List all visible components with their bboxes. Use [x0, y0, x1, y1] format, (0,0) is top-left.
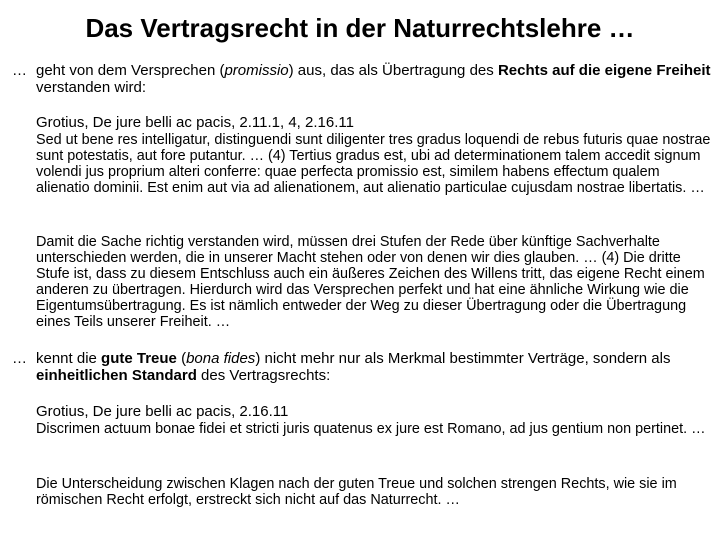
bold-rechts-freiheit: Rechts auf die eigene Freiheit	[497, 62, 711, 79]
quote-text: Discrimen actuum bonae fidei et stricti juris quatenus ex jure est Romano, ad jus gentium non pertinet. …	[36, 421, 706, 437]
bullet-marker: …	[12, 350, 27, 367]
bullet-gute-treue	[12, 350, 712, 384]
quote-text: Sed ut bene res intelligatur, distinguendi sunt diligenter tres gradus loquendi de rebus futuris quae nostrae sunt potestatis, aut fore putantur. … (4) Tertius gradus est, ubi ad determinationem talem accedit signum volendi jus proprium alteri conferre: quae perfecta promissio est, similem habens effectum qualem alienatio dominii. Est enim aut via ad alienationem, aut alienatio particulae cujusdam nostrae libertatis. …	[36, 132, 711, 196]
text-run: verstanden wird:	[36, 79, 147, 96]
quote-source: Grotius, De jure belli ac pacis, 2.11.1, 4, 2.16.11	[36, 114, 354, 131]
emphasis-promissio: promissio	[224, 62, 289, 79]
slide-title: Das Vertragsrecht in der Naturrechtslehre …	[85, 13, 635, 43]
text-run: kennt die	[36, 350, 102, 367]
quote-latin-1	[36, 114, 712, 196]
bold-einheitlicher-standard: einheitlichen Standard	[36, 367, 197, 384]
text-run: geht von dem Versprechen (	[36, 62, 225, 79]
translation-2: Die Unterscheidung zwischen Klagen nach der guten Treue und solchen strengen Rechts, wie sie im römischen Recht erfolgt, erstreckt sich nicht auf das Naturrecht. …	[36, 476, 677, 508]
bullet-promissio	[12, 62, 712, 96]
text-run: des Vertragsrechts:	[196, 367, 331, 384]
text-run: ) nicht mehr nur als Merkmal bestimmter Verträge, sondern als	[255, 350, 671, 367]
quote-source: Grotius, De jure belli ac pacis, 2.16.11	[36, 403, 289, 420]
translation-1: Damit die Sache richtig verstanden wird, müssen drei Stufen der Rede über künftige Sachverhalte unterschieden werden, die in unserer Macht stehen oder von denen wir dies glauben. … (4) Die dritte Stufe ist, dass zu diesem Entschluss auch ein äußeres Zeichen des Willens tritt, das eigene Recht einem anderen zu übertragen. Hierdurch wird das Versprechen perfekt und hat eine ähnliche Wirkung wie die Eigentumsübertragung. Es ist nämlich entweder der Weg zu dieser Übertragung oder die Übertragung eines Teils unserer Freiheit. …	[36, 234, 705, 330]
bold-gute-treue: gute Treue	[101, 350, 177, 367]
bullet-text	[36, 62, 712, 96]
text-run: ) aus, das als Übertragung des	[288, 62, 498, 79]
text-run: (	[176, 350, 187, 367]
bullet-marker: …	[12, 62, 27, 79]
quote-latin-2	[36, 403, 712, 437]
emphasis-bona-fides: bona fides	[186, 350, 256, 367]
bullet-text	[36, 350, 712, 384]
